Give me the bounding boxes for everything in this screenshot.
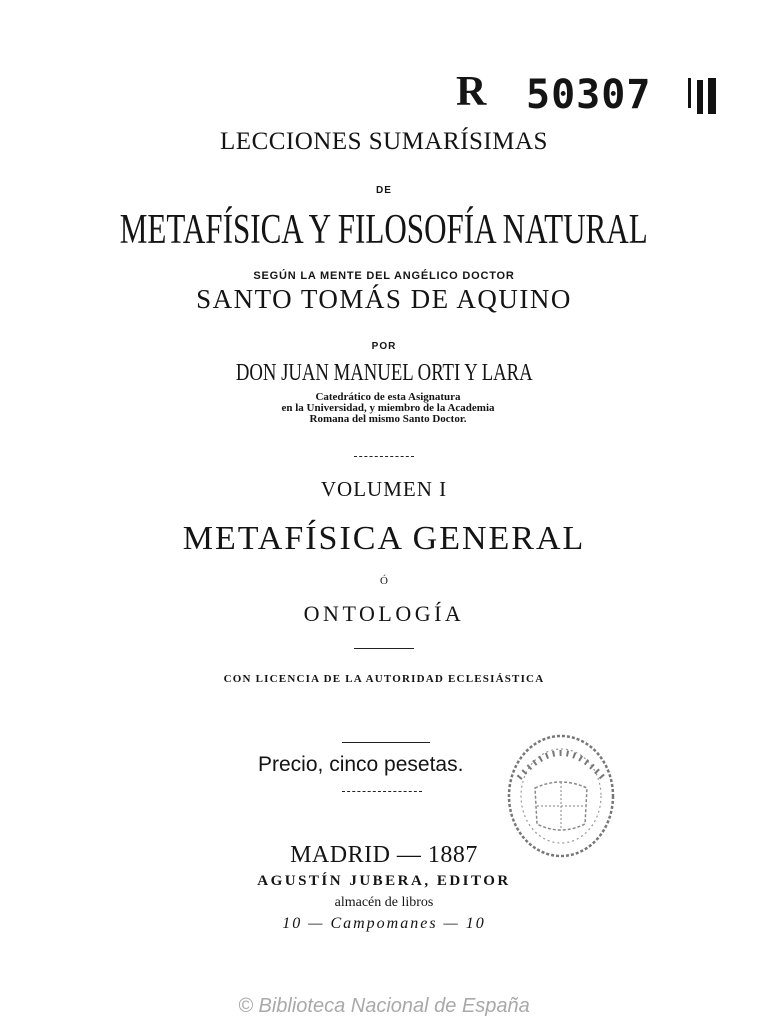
publisher-line: AGUSTÍN JUBERA, EDITOR (257, 873, 511, 889)
series-title: LECCIONES SUMARÍSIMAS (220, 128, 548, 155)
author-credentials-line: en la Universidad, y miembro de la Academia (281, 402, 495, 414)
author-name (0, 360, 768, 387)
shelf-mark-stroke-marks (684, 78, 724, 118)
price-bottom-rule (342, 791, 422, 792)
library-seal-stamp (505, 732, 617, 860)
conjunction-o: Ó (380, 575, 388, 587)
bookshop-line: almacén de libros (334, 895, 434, 910)
author-credentials-line: Romana del mismo Santo Doctor. (309, 413, 467, 425)
subject-title: METAFÍSICA GENERAL (182, 520, 586, 557)
connector-de: DE (376, 185, 392, 196)
ecclesiastical-license: CON LICENCIA DE LA AUTORIDAD ECLESIÁSTICA (223, 673, 545, 685)
shelf-mark-letter: R (456, 69, 488, 115)
divider-rule (354, 648, 414, 649)
main-title-text: METAFÍSICA Y FILOSOFÍA NATURAL (120, 207, 648, 253)
subject-alt-title: ONTOLOGÍA (303, 601, 465, 626)
volume-label: VOLUMEN I (320, 477, 448, 501)
author-credentials (238, 392, 538, 425)
shelf-mark-number: 50307 (526, 72, 652, 118)
according-to-line: SEGÚN LA MENTE DEL ANGÉLICO DOCTOR (253, 270, 515, 282)
place-and-year: MADRID — 1887 (290, 842, 478, 868)
copyright-notice: © Biblioteca Nacional de España (238, 995, 530, 1017)
main-title (0, 206, 768, 254)
address-line: 10 — Campomanes — 10 (282, 915, 486, 932)
author-credentials-line: Catedrático de esta Asignatura (315, 391, 461, 403)
santo-tomas-line: SANTO TOMÁS DE AQUINO (196, 284, 572, 314)
connector-por: POR (371, 341, 397, 352)
divider-rule (354, 456, 414, 457)
author-name-text: DON JUAN MANUEL ORTI Y LARA (235, 360, 533, 386)
price-line: Precio, cinco pesetas. (258, 753, 464, 776)
price-top-rule (342, 742, 430, 743)
shelf-mark (456, 66, 746, 126)
